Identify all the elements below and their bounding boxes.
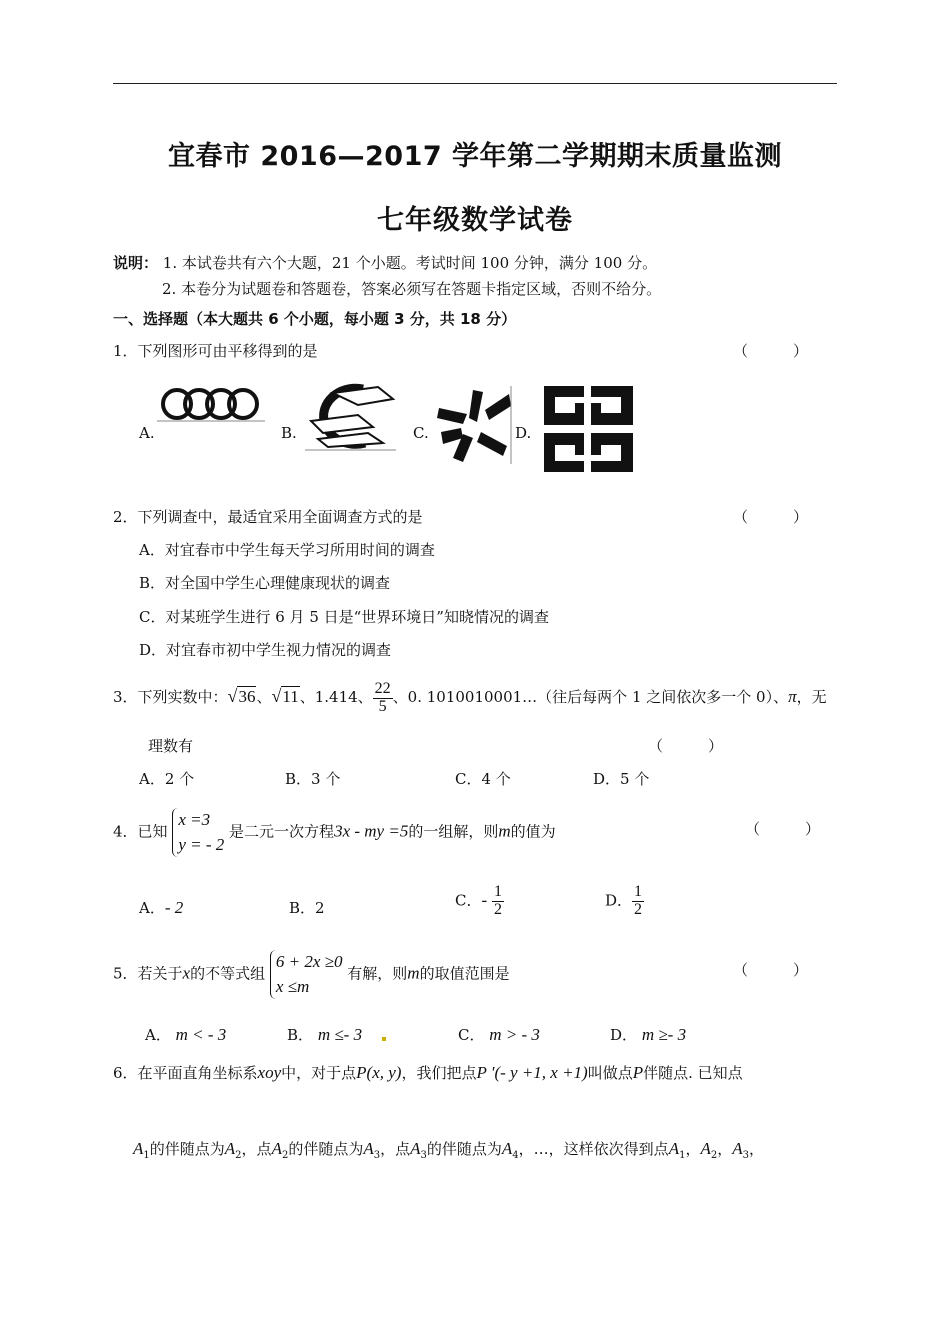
q4-m: m: [498, 821, 511, 841]
notes-text-2: 2. 本卷分为试题卷和答题卷，答案必须写在答题卡指定区域，否则不给分。: [162, 280, 662, 298]
q6-l2-t5: 的伴随点为: [426, 1140, 502, 1158]
notes-line1: [113, 252, 657, 273]
q6-a: A: [410, 1139, 421, 1158]
q3-line2: 理数有: [148, 737, 194, 755]
q6-a: A: [700, 1139, 711, 1158]
q6-line2: [133, 1138, 764, 1161]
q4-tail: 的值为: [510, 822, 556, 841]
q5-stem: [113, 950, 510, 999]
q6-a: A: [501, 1139, 513, 1158]
q1-opt-a-label: A.: [139, 424, 155, 442]
q6-t3: 叫做点: [587, 1064, 633, 1082]
q1-answer-paren: （ ）: [733, 342, 809, 360]
q4-option-d: [605, 884, 644, 919]
q6-point-p: P: [356, 1063, 367, 1082]
q6-sub: 3: [373, 1150, 381, 1161]
q3-sqrt-11: 11: [282, 687, 299, 706]
q4-d-den: 2: [634, 900, 643, 918]
q1-opt-d-label: D.: [515, 424, 532, 442]
q5-tail: 的取值范围是: [419, 964, 510, 983]
q4-mid: 是二元一次方程: [229, 822, 335, 841]
q6-l2-t3: 的伴随点为: [288, 1140, 364, 1158]
q3-frac-den: 5: [378, 697, 387, 715]
q6-t2: ，我们把点: [401, 1064, 477, 1082]
q3-option-a: A．2 个: [139, 770, 195, 788]
q4-opt-a-label: A．: [139, 899, 165, 917]
q6-a: A: [271, 1139, 282, 1158]
q5-option-a: [145, 1024, 226, 1045]
q6-sub: 2: [235, 1150, 242, 1161]
q4-opt-d-frac: [632, 884, 644, 919]
q2-answer-paren: （ ）: [733, 508, 809, 526]
q1-stem: 1．下列图形可由平移得到的是: [113, 342, 318, 360]
q4-sys-line1: x =3: [178, 810, 211, 829]
q5-sys-line2: x ≤m: [275, 976, 310, 996]
q3-prefix: 3．下列实数中：: [113, 688, 228, 706]
q3-option-d: D．5 个: [593, 770, 650, 788]
q5-opt-d-label: D．: [610, 1026, 638, 1044]
q4-opt-c-label: C．: [455, 891, 482, 910]
q4-d-num: 1: [634, 883, 643, 900]
q4-option-c: [455, 884, 504, 919]
q3-sep1: 、: [256, 688, 272, 706]
q5-m: m: [407, 963, 420, 983]
q6-p-prime: P ': [476, 1063, 495, 1082]
q5-opt-c-label: C．: [458, 1026, 485, 1044]
q4-opt-c-frac: [492, 884, 504, 919]
q1-opt-b-label: B.: [281, 424, 297, 442]
q4-system: [172, 808, 224, 857]
q2-stem: 2．下列调查中，最适宜采用全面调查方式的是: [113, 508, 423, 526]
rotated-ring-figure: [303, 381, 398, 451]
q2-option-b: B．对全国中学生心理健康现状的调查: [139, 574, 391, 592]
q4-option-a: [139, 897, 183, 918]
q3-rest: 、0. 1010010001…（往后每两个 1 之间依次多一个 0）、: [392, 688, 789, 706]
q5-mid2: 有解，则: [347, 964, 408, 983]
q6-sub: 1: [143, 1150, 150, 1161]
q3-option-c: C．4 个: [455, 770, 511, 788]
q5-opt-b-label: B．: [287, 1026, 314, 1044]
q5-opt-c-value: m > - 3: [489, 1025, 540, 1044]
maze-glyph-figure: [541, 383, 636, 475]
q6-l2-t4: ，点: [380, 1140, 411, 1158]
q4-sys-line2: y = - 2: [178, 834, 225, 854]
q6-a: A: [668, 1139, 680, 1158]
q4-opt-c-sign: -: [481, 890, 488, 910]
q1-opt-c-label: C.: [413, 424, 429, 442]
q4-stem: [113, 808, 556, 857]
q6-p-prime-coords: (- y +1, x +1): [494, 1063, 588, 1082]
q3-option-b: B．3 个: [285, 770, 341, 788]
q6-line1: [113, 1062, 743, 1083]
q5-sys-line1: 6 + 2x ≥0: [275, 952, 343, 971]
q3-sqrt-36: 36: [238, 687, 256, 706]
pinwheel-figure: [433, 384, 513, 466]
q3-sep2: 、1.414、: [299, 688, 373, 706]
exam-title: 宜春市 2016—2017 学年第二学期期末质量监测: [167, 141, 783, 172]
section-heading: 一、选择题（本大题共 6 个小题，每小题 3 分，共 18 分）: [113, 310, 517, 328]
q6-sub: 1: [679, 1150, 686, 1161]
q6-a: A: [732, 1139, 743, 1158]
q2-option-d: D．对宜春市初中学生视力情况的调查: [139, 641, 392, 659]
stray-dot: [382, 1037, 386, 1041]
q6-sub: 2: [281, 1150, 289, 1161]
q4-c-num: 1: [493, 883, 502, 900]
q6-point-p-2: P: [632, 1063, 644, 1082]
q5-option-c: [458, 1024, 540, 1045]
q6-xoy: xoy: [257, 1063, 282, 1082]
q4-prefix: 4．已知: [113, 822, 168, 841]
q6-p-coords: (x, y): [366, 1063, 402, 1082]
q5-mid: 的不等式组: [190, 964, 266, 983]
q5-opt-a-label: A．: [145, 1026, 171, 1044]
q4-opt-d-label: D．: [605, 891, 633, 910]
q4-equation: 3x - my =5: [334, 821, 409, 841]
q3-answer-paren: （ ）: [648, 737, 724, 755]
q3-stem: 3．下列实数中：√36、√11、1.414、 $\frac{22}{5}$ 、0. 1010010001…（往后每两个 1 之间依次多一个 0）、π，无: [113, 679, 827, 715]
q5-answer-paren: （ ）: [733, 961, 809, 979]
exam-subtitle: 七年级数学试卷: [377, 205, 573, 236]
q6-sub: 3: [742, 1150, 750, 1161]
q4-opt-a-value: - 2: [164, 898, 184, 917]
q6-comma: ，: [717, 1140, 733, 1158]
q5-opt-a-value: m < - 3: [175, 1025, 227, 1044]
q3-pi: π: [788, 687, 797, 706]
q5-prefix: 5．若关于: [113, 964, 183, 983]
q5-option-b: [287, 1024, 362, 1045]
q3-fraction: [373, 681, 393, 716]
q4-mid2: 的一组解，则: [408, 822, 499, 841]
q5-x: x: [182, 963, 191, 983]
q3-frac-num: 22: [374, 679, 391, 697]
q6-sub: 4: [512, 1150, 519, 1161]
header-rule: [113, 83, 837, 84]
q6-sub: 3: [420, 1150, 427, 1161]
q6-t1: 中，对于点: [281, 1064, 357, 1082]
q4-answer-paren: （ ）: [745, 820, 821, 838]
olympic-rings-figure: [155, 386, 267, 422]
q6-l2-t6: ，…，这样依次得到点: [518, 1140, 669, 1158]
q6-l2-t2: ，点: [241, 1140, 272, 1158]
q5-opt-d-value: m ≥- 3: [641, 1025, 687, 1044]
q6-sub: 2: [710, 1150, 718, 1161]
q6-comma: ，: [749, 1140, 765, 1158]
notes-text-1: 1. 本试卷共有六个大题，21 个小题。考试时间 100 分钟，满分 100 分。: [162, 254, 658, 272]
q3-tail: ，无: [796, 688, 827, 706]
q6-a: A: [224, 1139, 236, 1158]
q6-l2-t1: 的伴随点为: [149, 1140, 225, 1158]
q6-a: A: [363, 1139, 374, 1158]
q6-a: A: [133, 1139, 144, 1158]
q4-c-den: 2: [493, 900, 502, 918]
q2-option-c: C．对某班学生进行 6 月 5 日是“世界环境日”知晓情况的调查: [139, 608, 549, 626]
q5-option-d: [610, 1024, 686, 1045]
q5-opt-b-value: m ≤- 3: [317, 1025, 363, 1044]
q6-t4: 伴随点. 已知点: [643, 1064, 743, 1082]
notes-label: 说明：: [113, 254, 159, 272]
q4-option-b: B．2: [289, 899, 325, 917]
q6-prefix: 6．在平面直角坐标系: [113, 1064, 258, 1082]
q5-system: [270, 950, 343, 999]
q6-comma: ，: [685, 1140, 701, 1158]
q2-option-a: A．对宜春市中学生每天学习所用时间的调查: [139, 541, 435, 559]
